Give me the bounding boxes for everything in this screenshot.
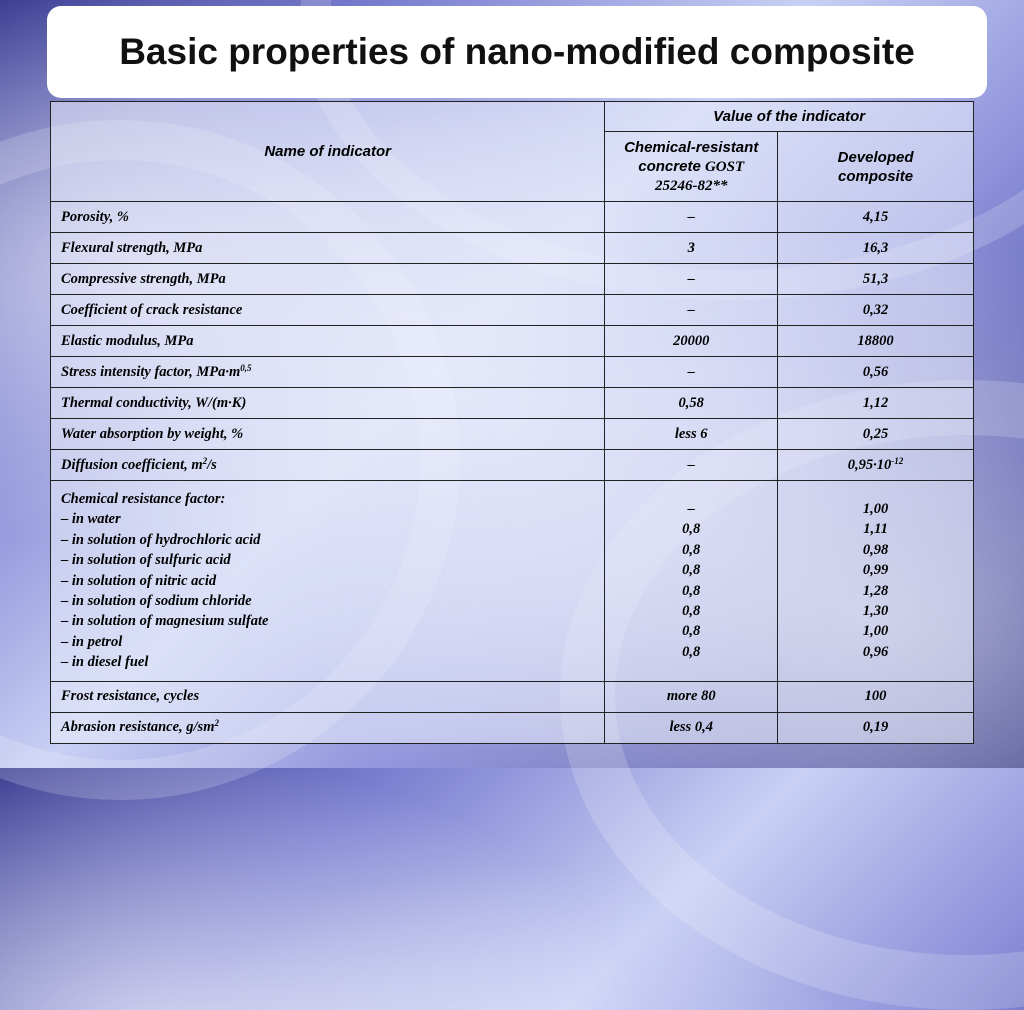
chemical-item-name: – in petrol [61, 633, 123, 650]
row-name-sup: 2 [214, 718, 219, 729]
concrete-header-std: GOST [704, 158, 745, 175]
row-concrete-value: 3 [605, 233, 778, 264]
chemical-concrete-value: 0,8 [682, 623, 701, 640]
chemical-concrete-value: 0,8 [682, 603, 701, 620]
chemical-concrete-values [605, 481, 778, 682]
row-name [51, 357, 605, 388]
chemical-composite-value: 0,96 [862, 643, 889, 660]
concrete-header-line1: Chemical-resistant [624, 138, 759, 156]
row-name-text: Stress intensity factor, MPa·m [61, 363, 241, 380]
chemical-resistance-row [51, 481, 974, 682]
row-concrete-value: more 80 [605, 681, 778, 712]
title-banner [47, 6, 987, 98]
row-name [51, 450, 605, 481]
row-name: Flexural strength, MPa [51, 233, 605, 264]
chemical-concrete-value: 0,8 [682, 562, 701, 579]
chemical-item-name: – in solution of sulfuric acid [61, 552, 231, 569]
row-name: Elastic modulus, MPa [51, 326, 605, 357]
name-column-header: Name of indicator [51, 102, 605, 202]
table-row [51, 419, 974, 450]
table-row [51, 295, 974, 326]
chemical-resistance-title: Chemical resistance factor: [61, 491, 226, 507]
row-name-text: Abrasion resistance, g/sm [61, 719, 215, 736]
row-composite-value: 4,15 [778, 202, 974, 233]
row-composite-value: 0,56 [778, 357, 974, 388]
chemical-item-name: – in water [61, 511, 121, 528]
row-name-text: Diffusion coefficient, m [61, 456, 203, 473]
composite-value-sup: -12 [891, 455, 904, 466]
row-composite-value: 0,25 [778, 419, 974, 450]
chemical-composite-value: 1,00 [862, 623, 889, 640]
page-title: Basic properties of nano-modified composite [119, 31, 915, 72]
chemical-item-name: – in solution of hydrochloric acid [61, 531, 261, 548]
table-row [51, 388, 974, 419]
table-row [51, 357, 974, 388]
row-composite-value [778, 450, 974, 481]
chemical-concrete-value: 0,8 [682, 643, 701, 660]
value-group-header: Value of the indicator [605, 102, 974, 132]
row-concrete-value: – [605, 450, 778, 481]
row-name-tail: /s [207, 456, 217, 473]
row-concrete-value: – [605, 295, 778, 326]
row-name: Water absorption by weight, % [51, 419, 605, 450]
row-concrete-value: less 0,4 [605, 712, 778, 743]
concrete-column-header [605, 132, 778, 202]
concrete-header-line3: 25246-82** [654, 177, 728, 194]
table-row [51, 681, 974, 712]
chemical-composite-value: 0,98 [862, 541, 889, 558]
row-name: Compressive strength, MPa [51, 264, 605, 295]
table-row [51, 326, 974, 357]
composite-value-text: 0,95·10 [847, 456, 892, 473]
chemical-composite-value: 1,28 [862, 582, 889, 599]
row-composite-value: 16,3 [778, 233, 974, 264]
composite-column-header: Developed composite [778, 132, 974, 202]
row-name: Porosity, % [51, 202, 605, 233]
concrete-header-line2 [606, 157, 776, 177]
row-composite-value: 1,12 [778, 388, 974, 419]
row-concrete-value: 0,58 [605, 388, 778, 419]
header-row [51, 102, 974, 132]
row-concrete-value: – [605, 264, 778, 295]
chemical-composite-value: 1,30 [862, 603, 889, 620]
chemical-concrete-value: – [687, 501, 695, 517]
row-composite-value: 18800 [778, 326, 974, 357]
chemical-resistance-names [51, 481, 605, 682]
table-row [51, 233, 974, 264]
table-row [51, 450, 974, 481]
table-row [51, 712, 974, 743]
chemical-item-name: – in solution of nitric acid [61, 572, 217, 589]
row-name: Thermal conductivity, W/(m·K) [51, 388, 605, 419]
row-name: Coefficient of crack resistance [51, 295, 605, 326]
row-concrete-value: – [605, 357, 778, 388]
chemical-composite-value: 0,99 [862, 562, 889, 579]
chemical-composite-value: 1,11 [863, 521, 888, 538]
chemical-item-name: – in solution of magnesium sulfate [61, 613, 269, 630]
row-concrete-value: 20000 [605, 326, 778, 357]
row-concrete-value: – [605, 202, 778, 233]
properties-table [50, 101, 974, 744]
table-row [51, 202, 974, 233]
concrete-header-word: concrete [638, 157, 701, 175]
row-composite-value: 0,19 [778, 712, 974, 743]
chemical-composite-values [778, 481, 974, 682]
table-row [51, 264, 974, 295]
row-name-sup: 2 [202, 455, 208, 466]
row-name [51, 712, 605, 743]
row-name-sup: 0,5 [240, 362, 252, 373]
row-concrete-value: less 6 [605, 419, 778, 450]
row-name: Frost resistance, cycles [51, 681, 605, 712]
chemical-composite-value: 1,00 [862, 501, 889, 517]
chemical-concrete-value: 0,8 [682, 582, 701, 599]
chemical-concrete-value: 0,8 [682, 521, 701, 538]
chemical-item-name: – in diesel fuel [61, 654, 149, 671]
chemical-item-name: – in solution of sodium chloride [61, 593, 252, 610]
row-composite-value: 51,3 [778, 264, 974, 295]
row-composite-value: 0,32 [778, 295, 974, 326]
row-composite-value: 100 [778, 681, 974, 712]
chemical-concrete-value: 0,8 [682, 541, 701, 558]
